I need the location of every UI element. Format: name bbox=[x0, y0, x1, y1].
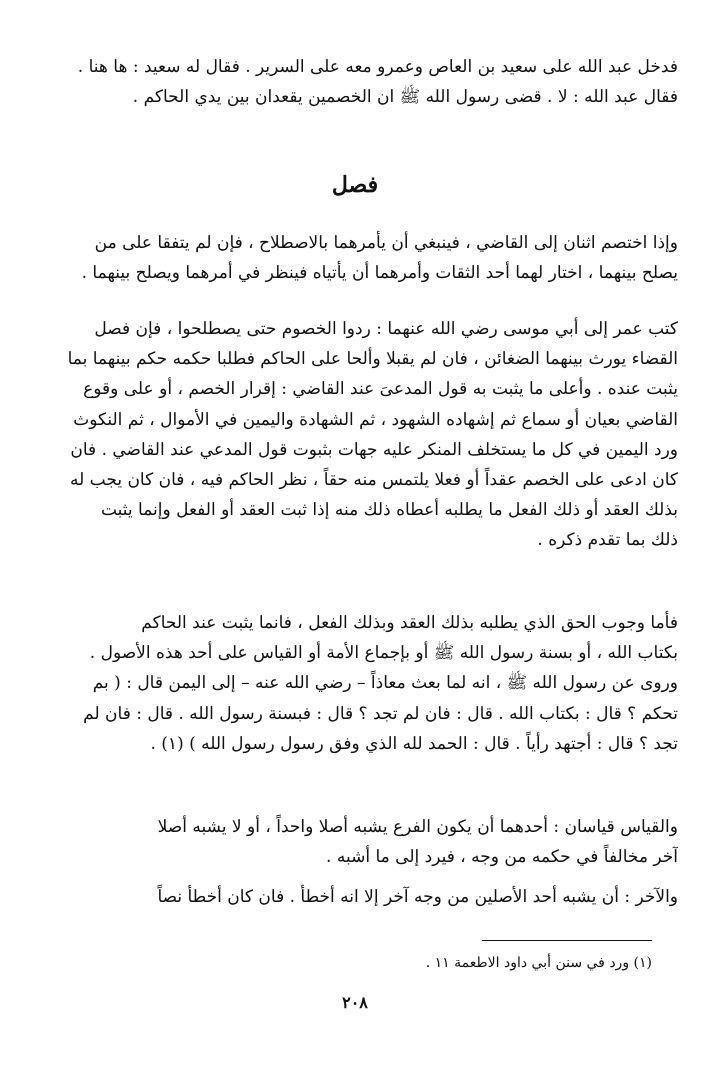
paragraph-3 bbox=[48, 608, 678, 759]
text-line: القضاء يورث بينهما الضغائن ، فان لم يقبلا وألحا على الحاكم فطلبا حكمه حكم بينهما بما bbox=[67, 349, 678, 370]
text-line: كتب عمر إلى أبي موسى رضي الله عنهما : ردوا الخصوم حتى يصطلحوا ، فإن فصل bbox=[94, 319, 678, 339]
text-line: ذلك بما تقدم ذكره . bbox=[537, 530, 678, 551]
opening-paragraph bbox=[48, 52, 678, 112]
text-line: والقياس قياسان : أحدهما أن يكون الفرع يشبه أصلا واحداً ، أو لا يشبه أصلا bbox=[157, 817, 678, 837]
paragraph-4 bbox=[48, 812, 678, 872]
paragraph-2 bbox=[48, 314, 678, 556]
text-line: تحكم ؟ قال : بكتاب الله . قال : فان لم تجد ؟ قال : فبسنة رسول الله . قال : فان لم bbox=[83, 703, 678, 724]
text-line: فقال عبد الله : لا . قضى رسول الله ﷺ ان الخصمين يقعدان بين يدي الحاكم . bbox=[132, 87, 678, 108]
text-line: بكتاب الله ، أو بسنة رسول الله ﷺ أو بإجماع الأمة أو القياس على أحد هذه الأصول . bbox=[89, 643, 678, 664]
page-number: ٢٠٨ bbox=[342, 993, 368, 1012]
text-line: فدخل عبد الله على سعيد بن العاص وعمرو معه على السرير . فقال له سعيد : ها هنا . bbox=[77, 57, 678, 77]
footnote-divider bbox=[482, 940, 652, 941]
section-heading-container bbox=[0, 172, 710, 198]
text-line: القاضي بعيان أو سماع ثم إشهاده الشهود ، ثم الشهادة واليمين في الأموال ، ثم النكوث bbox=[73, 409, 678, 430]
section-heading: فصل bbox=[331, 172, 379, 198]
footnote: (١) ورد في سنن أبي داود الاطعمة ١١ . bbox=[425, 955, 652, 971]
text-line: تجد ؟ قال : أجتهد رأياً . قال : الحمد لله الذي وفق رسول رسول الله ) (١) . bbox=[150, 733, 678, 754]
text-line: آخر مخالفاً في حكمه من وجه ، فيرد إلى ما أشبه . bbox=[326, 847, 678, 868]
text-line: فأما وجوب الحق الذي يطلبه بذلك العقد وبذلك الفعل ، فانما يثبت عند الحاكم bbox=[141, 613, 678, 633]
text-line: يثبت عنده . وأعلى ما يثبت به قول المدعىَ عند القاضي : إقرار الخصم ، أو على وقوع bbox=[83, 379, 678, 400]
text-line: يصلح بينهما ، اختار لهما أحد الثقات وأمرهما أن يأتياه فينظر في أمرهما ويصلح بينهما . bbox=[81, 263, 678, 284]
text-line: ورد اليمين في كل ما يستخلف المنكر عليه جهات بثبوت قول المدعي عند القاضي . فان bbox=[70, 439, 678, 460]
text-line: وروى عن رسول الله ﷺ ، انه لما بعث معاذاً – رضي الله عنه – إلى اليمن قال : ( بم bbox=[92, 673, 678, 694]
paragraph-1 bbox=[48, 228, 678, 288]
text-line: وإذا اختصم اثنان إلى القاضي ، فينبغي أن يأمرهما بالاصطلاح ، فإن لم يتفقا على من bbox=[94, 233, 678, 253]
text-line: كان ادعى على الخصم عقداً أو فعلا يلتمس منه حقاً ، نظر الحاكم فيه ، فان كان يجب له bbox=[69, 470, 678, 491]
text-line: والآخر : أن يشبه أحد الأصلين من وجه آخر إلا انه أخطأ . فان كان أخطأ نصاً bbox=[157, 887, 678, 907]
text-line: بذلك العقد أو ذلك الفعل ما يطلبه أعطاه ذلك منه إذا ثبت العقد أو الفعل وإنما يثبت bbox=[100, 500, 678, 521]
paragraph-5 bbox=[48, 882, 678, 912]
